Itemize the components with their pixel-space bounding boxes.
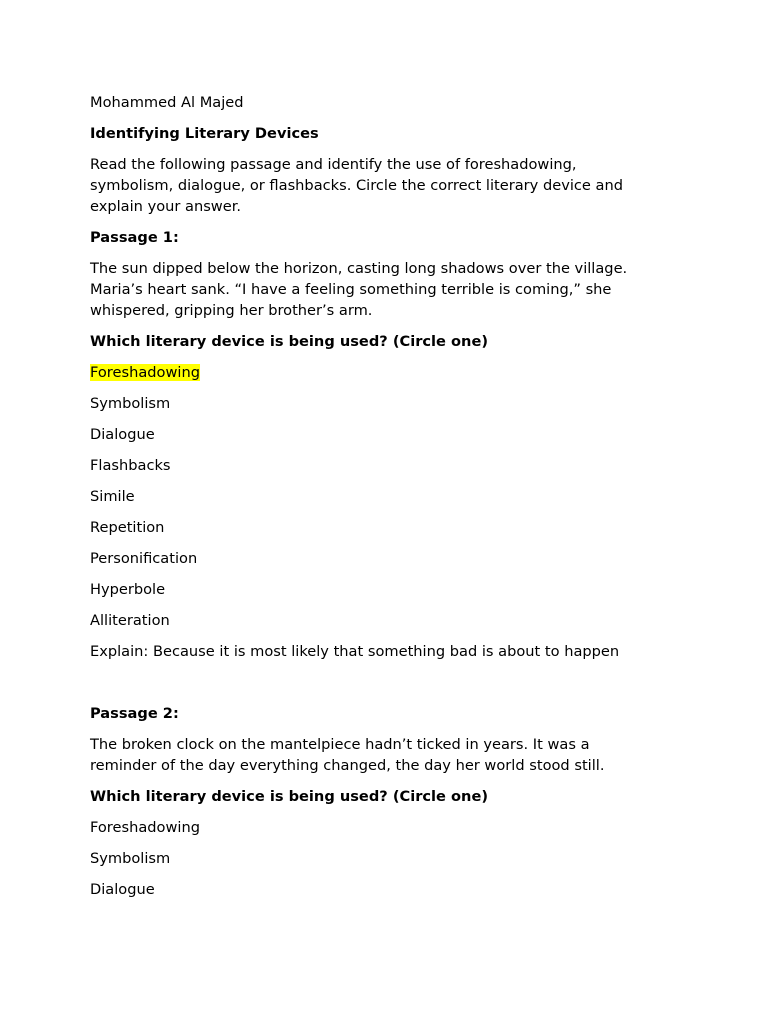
passage-1-option-hyperbole[interactable]: Hyperbole: [90, 581, 166, 598]
passage-2-option-dialogue[interactable]: Dialogue: [90, 881, 155, 898]
passage-1-option-personification[interactable]: Personification: [90, 550, 198, 567]
passage-2-option-foreshadowing[interactable]: Foreshadowing: [90, 819, 200, 836]
passage-2-option-symbolism[interactable]: Symbolism: [90, 850, 171, 867]
passage-1-question: Which literary device is being used? (Circle one): [90, 333, 489, 350]
passage-2-question: Which literary device is being used? (Circle one): [90, 788, 489, 805]
passage-1-option-symbolism[interactable]: Symbolism: [90, 395, 171, 412]
passage-2-text: The broken clock on the mantelpiece hadn’t ticked in years. It was a reminder of the day everything changed, the day her world stood still.: [90, 736, 605, 774]
document-page: [90, 92, 660, 910]
passage-1-option-dialogue[interactable]: Dialogue: [90, 426, 155, 443]
passage-1-option-repetition[interactable]: Repetition: [90, 519, 165, 536]
author-name: Mohammed Al Majed: [90, 94, 244, 111]
passage-1-explanation[interactable]: Explain: Because it is most likely that something bad is about to happen: [90, 643, 620, 660]
worksheet-title: Identifying Literary Devices: [90, 125, 319, 142]
passage-2-heading: Passage 2:: [90, 705, 179, 722]
passage-1-option-foreshadowing[interactable]: [90, 362, 660, 383]
passage-1-option-alliteration[interactable]: Alliteration: [90, 612, 170, 629]
selected-answer-highlight: Foreshadowing: [90, 364, 200, 381]
passage-1-option-simile[interactable]: Simile: [90, 488, 135, 505]
passage-1-heading: Passage 1:: [90, 229, 179, 246]
passage-1-text: The sun dipped below the horizon, casting long shadows over the village. Maria’s heart sank. “I have a feeling something terrible is coming,” she whispered, gripping her brother’s arm.: [90, 260, 628, 319]
blank-line: [90, 672, 660, 703]
instructions: Read the following passage and identify the use of foreshadowing, symbolism, dialogue, or flashbacks. Circle the correct literary device and explain your answer.: [90, 156, 623, 215]
passage-1-option-flashbacks[interactable]: Flashbacks: [90, 457, 171, 474]
